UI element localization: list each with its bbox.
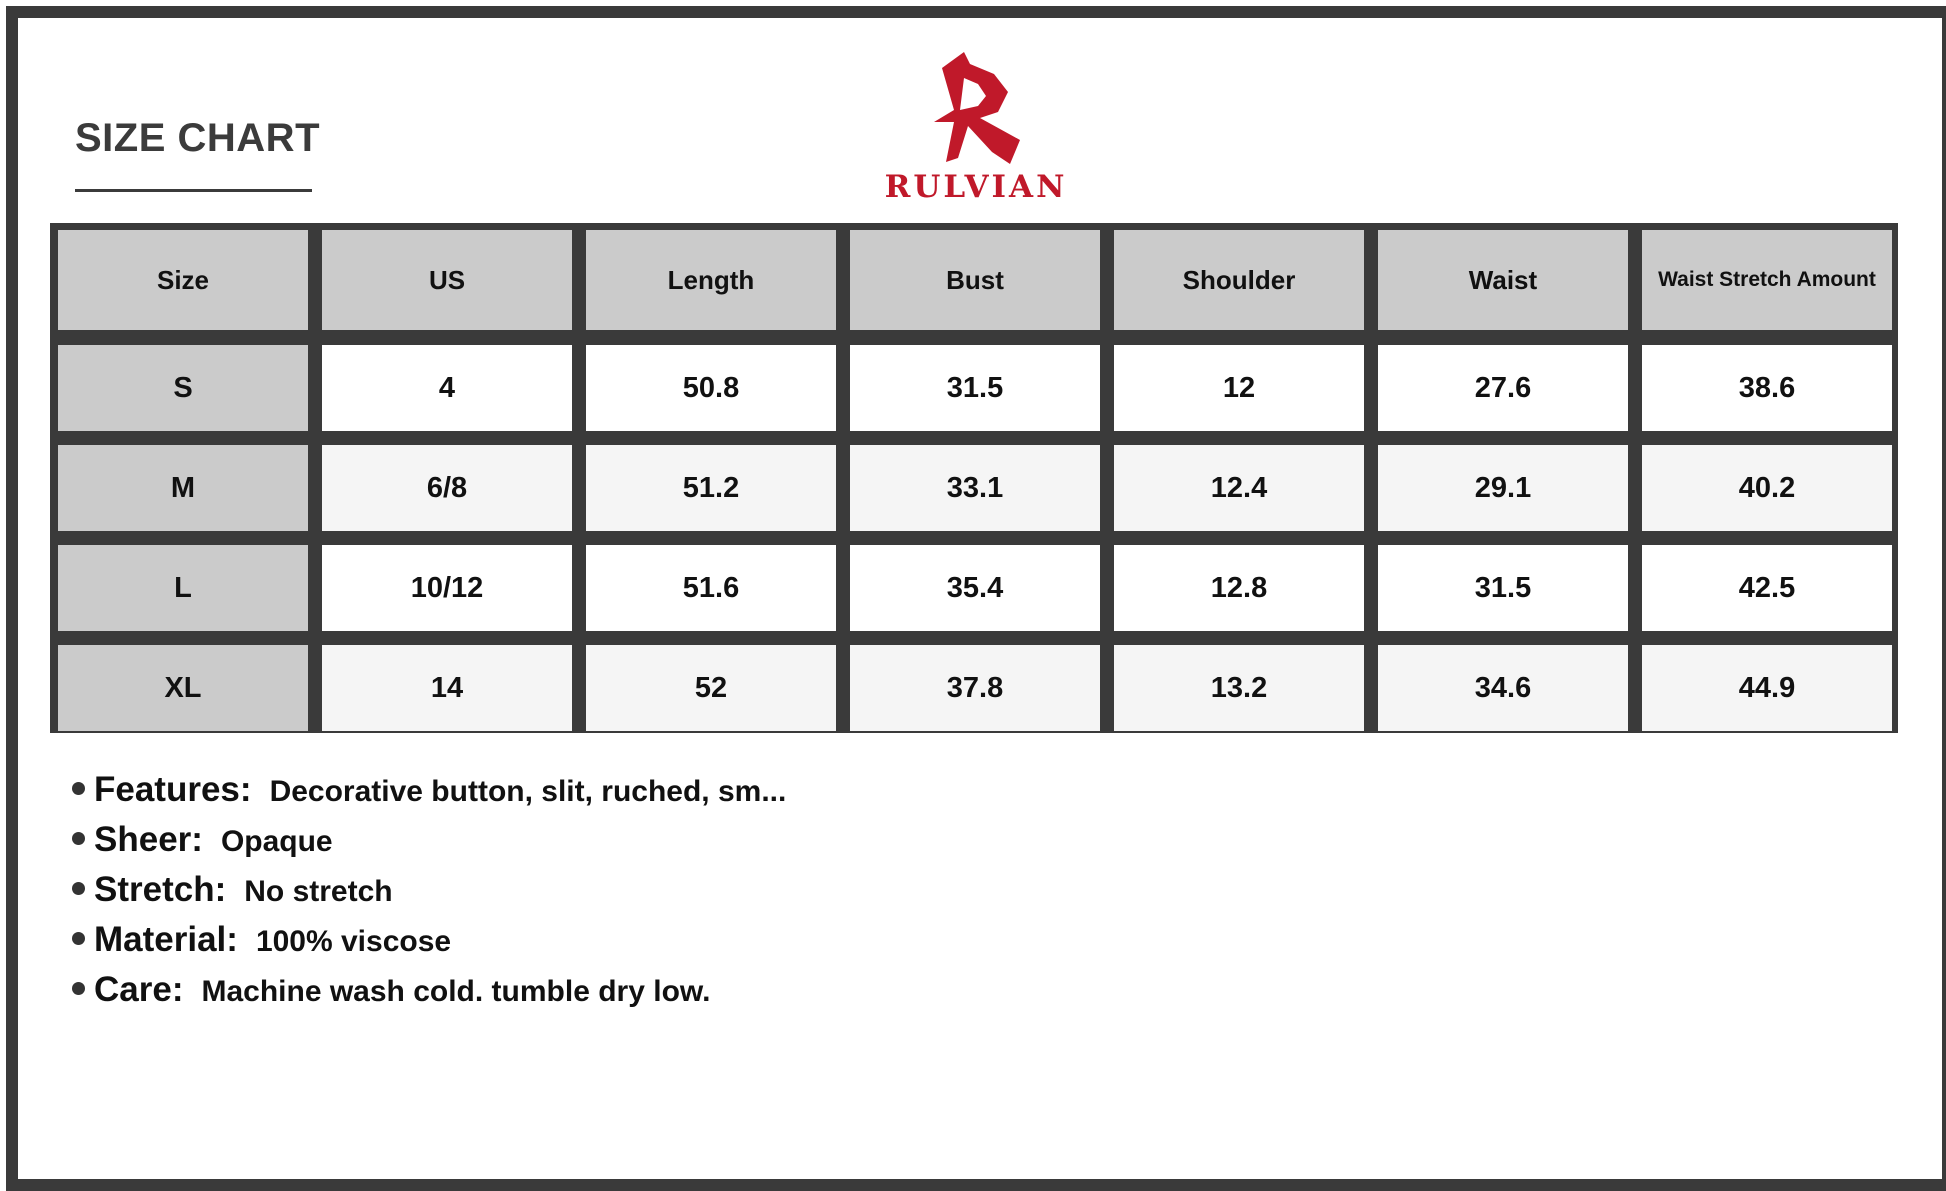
table-cell: 40.2	[1642, 445, 1892, 531]
table-cell: 6/8	[322, 445, 572, 531]
table-cell: 31.5	[850, 345, 1100, 431]
table-cell: 4	[322, 345, 572, 431]
table-cell: 42.5	[1642, 545, 1892, 631]
header-waist: Waist	[1378, 230, 1628, 330]
table-cell: 50.8	[586, 345, 836, 431]
table-cell: 12.4	[1114, 445, 1364, 531]
bullet-icon	[72, 932, 85, 945]
table-cell: 34.6	[1378, 645, 1628, 731]
size-table	[50, 223, 1898, 733]
spec-label: Care:	[94, 970, 184, 1009]
spec-value: No stretch	[244, 875, 393, 908]
header-size: Size	[58, 230, 308, 330]
spec-label: Material:	[94, 920, 238, 959]
table-cell: 27.6	[1378, 345, 1628, 431]
bullet-icon	[72, 832, 85, 845]
title-underline	[75, 189, 312, 192]
spec-item	[72, 870, 393, 910]
table-cell: 14	[322, 645, 572, 731]
header-bust: Bust	[850, 230, 1100, 330]
spec-value: Machine wash cold. tumble dry low.	[201, 975, 711, 1008]
table-cell: 10/12	[322, 545, 572, 631]
spec-value: Decorative button, slit, ruched, sm...	[269, 775, 787, 808]
table-cell: 38.6	[1642, 345, 1892, 431]
table-cell: 31.5	[1378, 545, 1628, 631]
table-cell: 29.1	[1378, 445, 1628, 531]
header-length: Length	[586, 230, 836, 330]
spec-item	[72, 820, 333, 860]
size-label-cell: S	[58, 345, 308, 431]
bullet-icon	[72, 882, 85, 895]
size-label-cell: L	[58, 545, 308, 631]
brand-name: RULVIAN	[884, 169, 1068, 205]
header-waist-stretch-amount: Waist Stretch Amount	[1642, 230, 1892, 330]
spec-item	[72, 970, 710, 1010]
size-label-cell: XL	[58, 645, 308, 731]
table-cell: 51.6	[586, 545, 836, 631]
spec-item	[72, 770, 786, 810]
bullet-icon	[72, 982, 85, 995]
table-cell: 51.2	[586, 445, 836, 531]
header-us: US	[322, 230, 572, 330]
header-shoulder: Shoulder	[1114, 230, 1364, 330]
table-cell: 37.8	[850, 645, 1100, 731]
table-cell: 35.4	[850, 545, 1100, 631]
brand-logo	[876, 52, 1076, 212]
table-cell: 52	[586, 645, 836, 731]
bullet-icon	[72, 782, 85, 795]
table-cell: 44.9	[1642, 645, 1892, 731]
table-cell: 33.1	[850, 445, 1100, 531]
table-cell: 12	[1114, 345, 1364, 431]
table-cell: 12.8	[1114, 545, 1364, 631]
rulvian-r-logo-icon	[924, 52, 1028, 164]
spec-value: Opaque	[220, 825, 333, 858]
spec-label: Features:	[94, 770, 252, 809]
page-title: SIZE CHART	[75, 116, 320, 160]
table-cell: 13.2	[1114, 645, 1364, 731]
spec-value: 100% viscose	[255, 925, 452, 958]
size-label-cell: M	[58, 445, 308, 531]
spec-label: Stretch:	[94, 870, 227, 909]
spec-item	[72, 920, 451, 960]
spec-label: Sheer:	[94, 820, 203, 859]
